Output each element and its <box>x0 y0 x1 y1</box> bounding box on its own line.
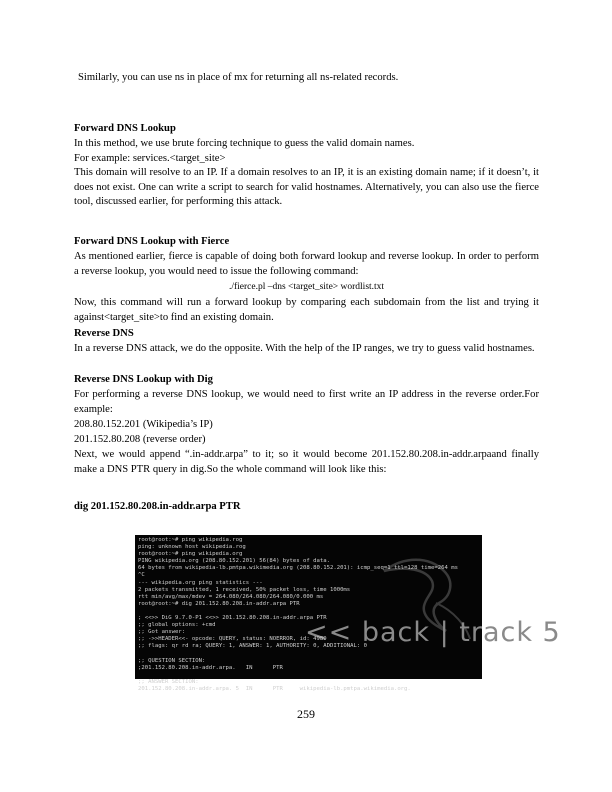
dig-paragraph-2: Next, we would append “.in-addr.arpa” to it; so it would become 201.152.80.208.in-addr.arpaand finally make a DNS PTR query in dig.So the whole command will look like this: <box>74 449 539 475</box>
fierce-paragraph-2: Now, this command will run a forward lookup by comparing each subdomain from the list and trying it against<target_site>to find an existing domain. <box>74 297 539 323</box>
intro-text: Similarly, you can use ns in place of mx for returning all ns-related records. <box>78 72 399 83</box>
heading-forward-dns-lookup: Forward DNS Lookup <box>74 123 176 134</box>
fierce-paragraph: As mentioned earlier, fierce is capable of doing both forward lookup and reverse lookup. In order to perform a reverse lookup, you would need to issue the following command: <box>74 251 539 277</box>
forward-lookup-paragraph: This domain will resolve to an IP. If a domain resolves to an IP, it is an existing domain name; if it doesn’t, it does not exist. One can write a script to search for valid hostnames. Alternatively, you can also use the fierce tool, discussed earlier, for performing this attack. <box>74 167 539 208</box>
dig-paragraph: For performing a reverse DNS lookup, we would need to first write an IP address in the reverse order.For example: <box>74 389 539 415</box>
dig-ip-reversed: 201.152.80.208 (reverse order) <box>74 434 206 445</box>
terminal-screenshot <box>135 535 561 692</box>
heading-reverse-dns: Reverse DNS <box>74 328 134 339</box>
forward-lookup-line1: In this method, we use brute forcing technique to guess the valid domain names. <box>74 138 415 149</box>
heading-reverse-dns-dig: Reverse DNS Lookup with Dig <box>74 374 213 385</box>
dig-command: dig 201.152.80.208.in-addr.arpa PTR <box>74 501 241 512</box>
reverse-dns-paragraph: In a reverse DNS attack, we do the opposite. With the help of the IP ranges, we try to guess valid hostnames. <box>74 343 535 354</box>
dig-ip-original: 208.80.152.201 (Wikipedia’s IP) <box>74 419 213 430</box>
heading-forward-dns-lookup-fierce: Forward DNS Lookup with Fierce <box>74 236 230 247</box>
terminal-output: root@root:~# ping wikipedia.rog ping: unknown host wikipedia.rog root@root:~# ping wikipedia.org PING wikipedia.org (208.80.152.201) 56(84) bytes of data. 64 bytes from wikipedia-lb.pmtpa.wikimedia.org (208.80.152.201): icmp_seq=1 ttl=128 time=264 ms ^C --- wikipedia.org ping statistics --- 2 packets transmitted, 1 received, 50% packet loss, time 1000ms rtt min/avg/max/mdev = 264.080/264.080/264.080/0.000 ms root@root:~# dig 201.152.80.208.in-addr.arpa PTR ; <<>> DiG 9.7.0-P1 <<>> 201.152.80.208.in-addr.arpa PTR ;; global options: +cmd ;; Got answer: ;; ->>HEADER<<- opcode: QUERY, status: NOERROR, id: 4989 ;; flags: qr rd ra; QUERY: 1, ANSWER: 1, AUTHORITY: 0, ADDITIONAL: 0 ;; QUESTION SECTION: ;201.152.80.208.in-addr.arpa. IN PTR ;; ANSWER SECTION: 201.152.80.208.in-addr.arpa. 5 IN PTR wikipedia-lb.pmtpa.wikimedia.org. <box>138 537 458 692</box>
forward-lookup-line2: For example: services.<target_site> <box>74 153 226 164</box>
page-number: 259 <box>297 707 315 721</box>
fierce-command: ./fierce.pl –dns <target_site> wordlist.txt <box>228 282 385 292</box>
backtrack-watermark: << back | track 5 <box>305 617 561 648</box>
